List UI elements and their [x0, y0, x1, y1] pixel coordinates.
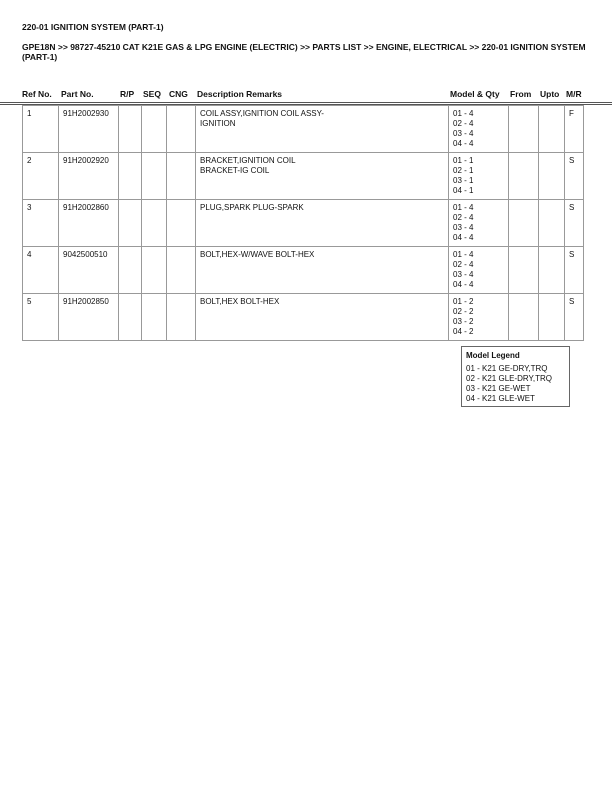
upto-cell	[539, 153, 565, 200]
model-qty-line: 02 - 4	[453, 213, 474, 222]
mr-cell: S	[565, 200, 584, 247]
rp-cell	[119, 106, 142, 153]
col-header-upto: Upto	[540, 89, 560, 99]
model-qty-line: 02 - 1	[453, 166, 474, 175]
mr-cell: S	[565, 153, 584, 200]
model-qty-line: 03 - 2	[453, 317, 474, 326]
from-cell	[509, 247, 539, 294]
model-qty-line: 03 - 4	[453, 270, 474, 279]
table-row	[23, 247, 584, 294]
model-qty-line: 01 - 2	[453, 297, 474, 306]
upto-cell	[539, 294, 565, 341]
model-qty-line: 04 - 4	[453, 233, 474, 242]
part-number-cell: 91H2002930	[59, 106, 119, 153]
description-line: COIL ASSY,IGNITION COIL ASSY-	[200, 109, 324, 118]
cng-cell	[167, 294, 196, 341]
ref-cell: 2	[23, 153, 59, 200]
ref-cell: 4	[23, 247, 59, 294]
legend-item: 01 - K21 GE-DRY,TRQ	[466, 364, 548, 373]
page-title: 220-01 IGNITION SYSTEM (PART-1)	[22, 22, 164, 32]
legend-title: Model Legend	[466, 351, 520, 360]
model-qty-line: 01 - 4	[453, 203, 474, 212]
description-line: BRACKET-IG COIL	[200, 166, 270, 175]
seq-cell	[142, 294, 167, 341]
table-row	[23, 200, 584, 247]
model-legend	[461, 346, 570, 407]
model-qty-line: 04 - 1	[453, 186, 474, 195]
model-qty-cell	[449, 294, 509, 341]
from-cell	[509, 200, 539, 247]
ref-cell: 5	[23, 294, 59, 341]
description-cell	[196, 153, 449, 200]
cng-cell	[167, 200, 196, 247]
model-qty-line: 02 - 4	[453, 260, 474, 269]
parts-table	[22, 105, 584, 341]
description-line: PLUG,SPARK PLUG-SPARK	[200, 203, 304, 212]
description-cell	[196, 247, 449, 294]
model-qty-line: 04 - 2	[453, 327, 474, 336]
model-qty-line: 02 - 4	[453, 119, 474, 128]
description-line: IGNITION	[200, 119, 236, 128]
col-header-desc: Description Remarks	[197, 89, 283, 99]
model-qty-line: 03 - 1	[453, 176, 474, 185]
model-qty-cell	[449, 106, 509, 153]
description-line: BOLT,HEX BOLT-HEX	[200, 297, 280, 306]
from-cell	[509, 294, 539, 341]
part-number-cell: 91H2002850	[59, 294, 119, 341]
col-header-seq: SEQ	[143, 89, 161, 99]
seq-cell	[142, 200, 167, 247]
mr-cell: F	[565, 106, 584, 153]
breadcrumb: GPE18N >> 98727-45210 CAT K21E GAS & LPG ENGINE (ELECTRIC) >> PARTS LIST >> ENGINE, ELECTRICAL >> 220-01 IGNITION SYSTEM (PART-1)	[22, 42, 586, 62]
upto-cell	[539, 106, 565, 153]
model-qty-line: 01 - 4	[453, 109, 474, 118]
legend-item: 03 - K21 GE-WET	[466, 384, 531, 393]
rp-cell	[119, 153, 142, 200]
seq-cell	[142, 247, 167, 294]
ref-cell: 3	[23, 200, 59, 247]
from-cell	[509, 153, 539, 200]
part-number-cell: 91H2002920	[59, 153, 119, 200]
seq-cell	[142, 106, 167, 153]
part-number-cell: 9042500510	[59, 247, 119, 294]
model-qty-cell	[449, 247, 509, 294]
upto-cell	[539, 247, 565, 294]
cng-cell	[167, 247, 196, 294]
col-header-ref: Ref No.	[22, 89, 52, 99]
rp-cell	[119, 200, 142, 247]
cng-cell	[167, 106, 196, 153]
description-cell	[196, 200, 449, 247]
description-cell	[196, 294, 449, 341]
ref-cell: 1	[23, 106, 59, 153]
from-cell	[509, 106, 539, 153]
col-header-model: Model & Qty	[450, 89, 500, 99]
cng-cell	[167, 153, 196, 200]
model-qty-line: 04 - 4	[453, 139, 474, 148]
model-qty-line: 01 - 4	[453, 250, 474, 259]
model-qty-cell	[449, 153, 509, 200]
mr-cell: S	[565, 294, 584, 341]
model-qty-line: 03 - 4	[453, 223, 474, 232]
table-row	[23, 106, 584, 153]
upto-cell	[539, 200, 565, 247]
rp-cell	[119, 294, 142, 341]
col-header-cng: CNG	[169, 89, 188, 99]
model-qty-line: 01 - 1	[453, 156, 474, 165]
mr-cell: S	[565, 247, 584, 294]
model-qty-cell	[449, 200, 509, 247]
model-qty-line: 04 - 4	[453, 280, 474, 289]
description-cell	[196, 106, 449, 153]
rp-cell	[119, 247, 142, 294]
legend-item: 04 - K21 GLE-WET	[466, 394, 535, 403]
col-header-rp: R/P	[120, 89, 135, 99]
table-row	[23, 153, 584, 200]
table-row	[23, 294, 584, 341]
col-header-from: From	[510, 89, 532, 99]
col-header-mr: M/R	[566, 89, 582, 99]
description-line: BRACKET,IGNITION COIL	[200, 156, 296, 165]
model-qty-line: 02 - 2	[453, 307, 474, 316]
description-line: BOLT,HEX-W/WAVE BOLT-HEX	[200, 250, 315, 259]
col-header-part: Part No.	[61, 89, 94, 99]
seq-cell	[142, 153, 167, 200]
legend-item: 02 - K21 GLE-DRY,TRQ	[466, 374, 552, 383]
part-number-cell: 91H2002860	[59, 200, 119, 247]
model-qty-line: 03 - 4	[453, 129, 474, 138]
